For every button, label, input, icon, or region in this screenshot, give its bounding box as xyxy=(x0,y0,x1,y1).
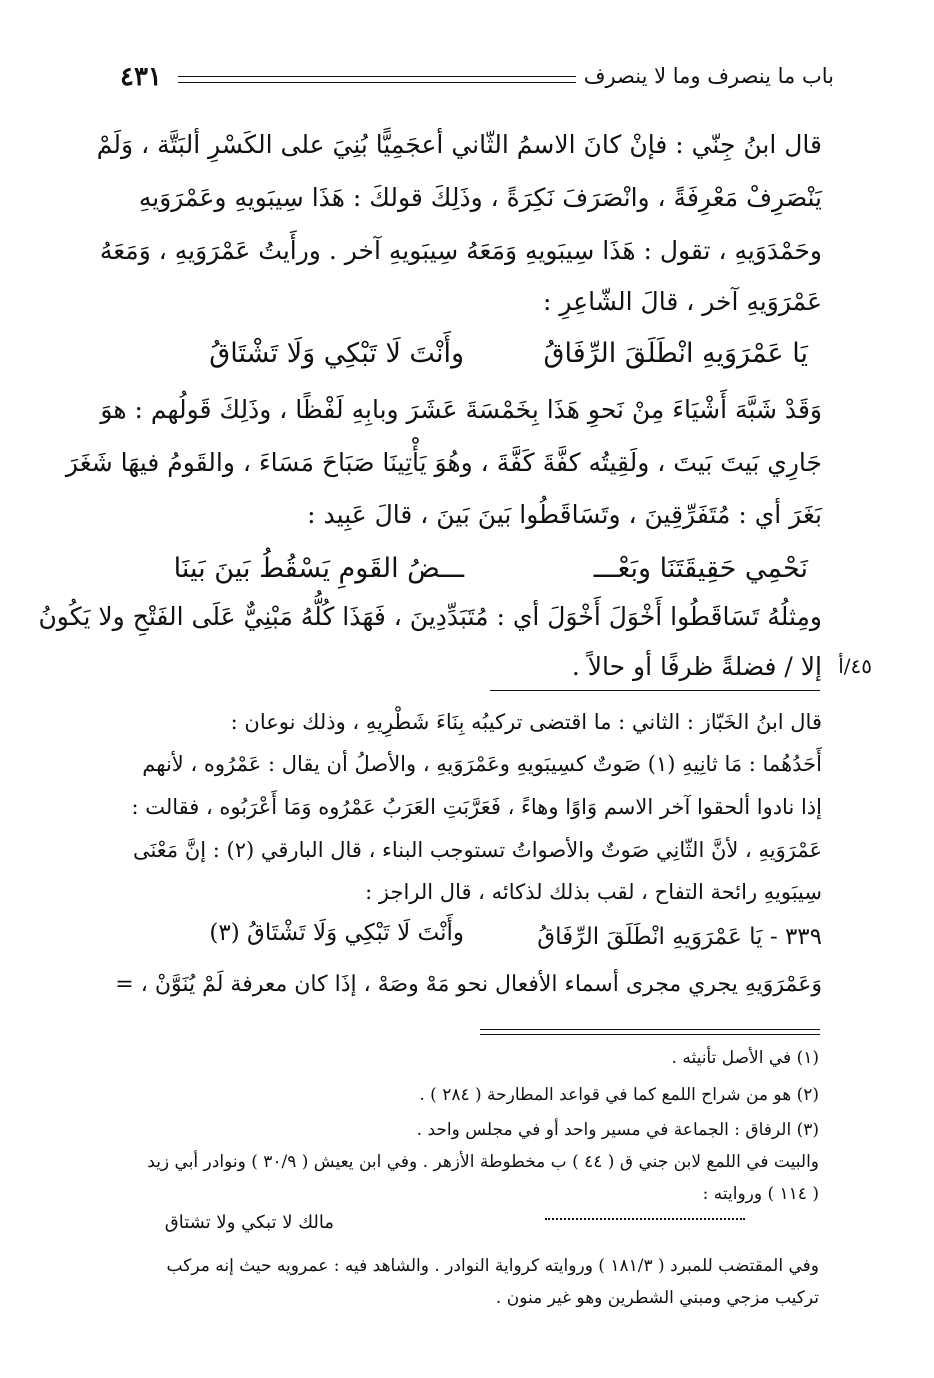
footnote: تركيب مزجي ومبني الشطرين وهو غير منون . xyxy=(495,1288,819,1308)
manuscript-folio-note: ٤٥/أ xyxy=(838,654,872,678)
main-text-line: يَنْصَرِفْ مَعْرِفَةً ، وانْصَرَفَ نَكِرَةً ، وذَلِكَ قولكَ : هَذَا سِيبَويهِ وعَمْرَوَيهِ xyxy=(138,183,822,212)
commentary-line: وَعَمْرَوَيهِ يجري مجرى أسماء الأفعال نحو مَهْ وصَهْ ، إذَا كان معرفة لَمْ يُنَوَّنْ ، = xyxy=(115,972,822,997)
commentary-line: إذا نادوا ألحقوا آخر الاسم وَاوًا وهاءً ، فَعَرَّبَتِ العَرَبُ عَمْرُوه وَمَا أَعْرَبُوه ، فقالت : xyxy=(131,795,822,819)
footnote: (١) في الأصل تأنيثه . xyxy=(671,1048,819,1068)
main-text-line: عَمْرَوَيهِ آخر ، قالَ الشّاعِرِ : xyxy=(543,287,822,316)
running-title: باب ما ينصرف وما لا ينصرف xyxy=(583,64,834,88)
footnote-separator xyxy=(480,1029,820,1035)
verse-first-hemistich: يَا عَمْرَوَيهِ انْطَلَقَ الرِّفَاقُ xyxy=(543,338,808,369)
main-text-line: وحَمْدَوَيهِ ، تقول : هَذَا سِيبَويهِ وَمَعَهُ سِيبَويهِ آخر . ورأَيتُ عَمْرَوَيهِ ، وَمَعَهُ xyxy=(99,236,822,265)
footnote: ( ١١٤ ) وروايته : xyxy=(702,1184,819,1204)
main-text-line: إلا / فضلةً ظرفًا أو حالاً . xyxy=(571,652,822,681)
header-rule xyxy=(178,76,576,83)
page-number: ٤٣١ xyxy=(120,62,162,92)
commentary-verse-second: وأَنْتَ لَا تَبْكِي وَلَا تَشْتَاقُ (٣) xyxy=(209,920,464,946)
dotted-hemistich-placeholder xyxy=(545,1218,745,1220)
footnote: (٣) الرفاق : الجماعة في مسير واحد أو في مجلس واحد . xyxy=(416,1120,819,1140)
commentary-line: قال ابنُ الخَبّاز : الثاني : ما اقتضى تركيبُه بِنَاءَ شَطْرِيهِ ، وذلك نوعان : xyxy=(230,710,822,734)
footnote: وفي المقتضب للمبرد ( ١٨١/٣ ) وروايته كرواية النوادر . والشاهد فيه : عمرويه حيث إنه مركب xyxy=(166,1256,819,1276)
verse-second-hemistich: ـــضُ القَومِ يَسْقُطُ بَينَ بَينَا xyxy=(173,553,464,584)
commentary-line: عَمْرَوَيهِ ، لأنَّ الثّانِي صَوتٌ والأصواتُ تستوجب البناء ، قال البارقي (٢) : إنَّ مَعْنَى xyxy=(132,838,822,862)
commentary-line: أَحَدُهُما : مَا ثانِيهِ (١) صَوتٌ كسِيبَويهِ وعَمْرَوَيهِ ، والأصلُ أن يقال : عَمْرُوه ، لأنهم xyxy=(142,752,822,776)
footnote: (٢) هو من شراح اللمع كما في قواعد المطارحة ( ٢٨٤ ) . xyxy=(419,1085,819,1105)
main-text-line: ومِثلُهُ تَسَاقَطُوا أَخْوَلَ أَخْوَلَ أي : مُتَبَدِّدِينَ ، فَهَذَا كُلُّهُ مَبْنِيٌّ عَلَى الفَتْحِ ولا يَكُونُ xyxy=(38,602,822,631)
main-text-line: بَغَرَ أي : مُتَفَرِّقِينَ ، وتَسَاقَطُوا بَينَ بَينَ ، قالَ عَبِيد : xyxy=(307,500,822,529)
commentary-verse-first: ٣٣٩ - يَا عَمْرَوَيهِ انْطَلَقَ الرِّفَاقُ xyxy=(537,924,822,950)
commentary-line: سِيبَويهِ رائحة التفاح ، لقب بذلك لذكائه ، قال الراجز : xyxy=(365,880,822,904)
main-text-line: وَقَدْ شَبَّهَ أَشْيَاءَ مِنْ نَحوِ هَذَا بِخَمْسَةَ عَشَرَ وبابِهِ لَفْظًا ، وذَلِكَ قَولُهم : هوَ xyxy=(100,395,822,424)
verse-second-hemistich: وأَنْتَ لَا تَبْكِي وَلَا تَشْتَاقُ xyxy=(209,338,464,369)
main-text-line: قال ابنُ جِنّي : فإنْ كانَ الاسمُ الثّاني أعجَمِيًّا بُنِيَ على الكَسْرِ ألبَتَّة ، وَلَمْ xyxy=(96,130,822,159)
section-separator xyxy=(490,690,820,691)
main-text-line: جَارِي بَيتَ بَيتَ ، ولَقِيتُه كفَّةَ كَفَّةَ ، وهُوَ يَأْتِينَا صَبَاحَ مَسَاءَ ، والقَومُ فيهَا شَغَرَ xyxy=(65,448,822,477)
page-header xyxy=(120,62,834,102)
footnote-verse: مالك لا تبكي ولا تشتاق xyxy=(164,1212,334,1233)
footnote: والبيت في اللمع لابن جني ق ( ٤٤ ) ب مخطوطة الأزهر . وفي ابن يعيش ( ٣٠/٩ ) ونوادر أبي زيد xyxy=(147,1152,819,1172)
verse-first-hemistich: نَحْمِي حَقِيقَتَنَا وبَعْـــ xyxy=(593,553,808,584)
